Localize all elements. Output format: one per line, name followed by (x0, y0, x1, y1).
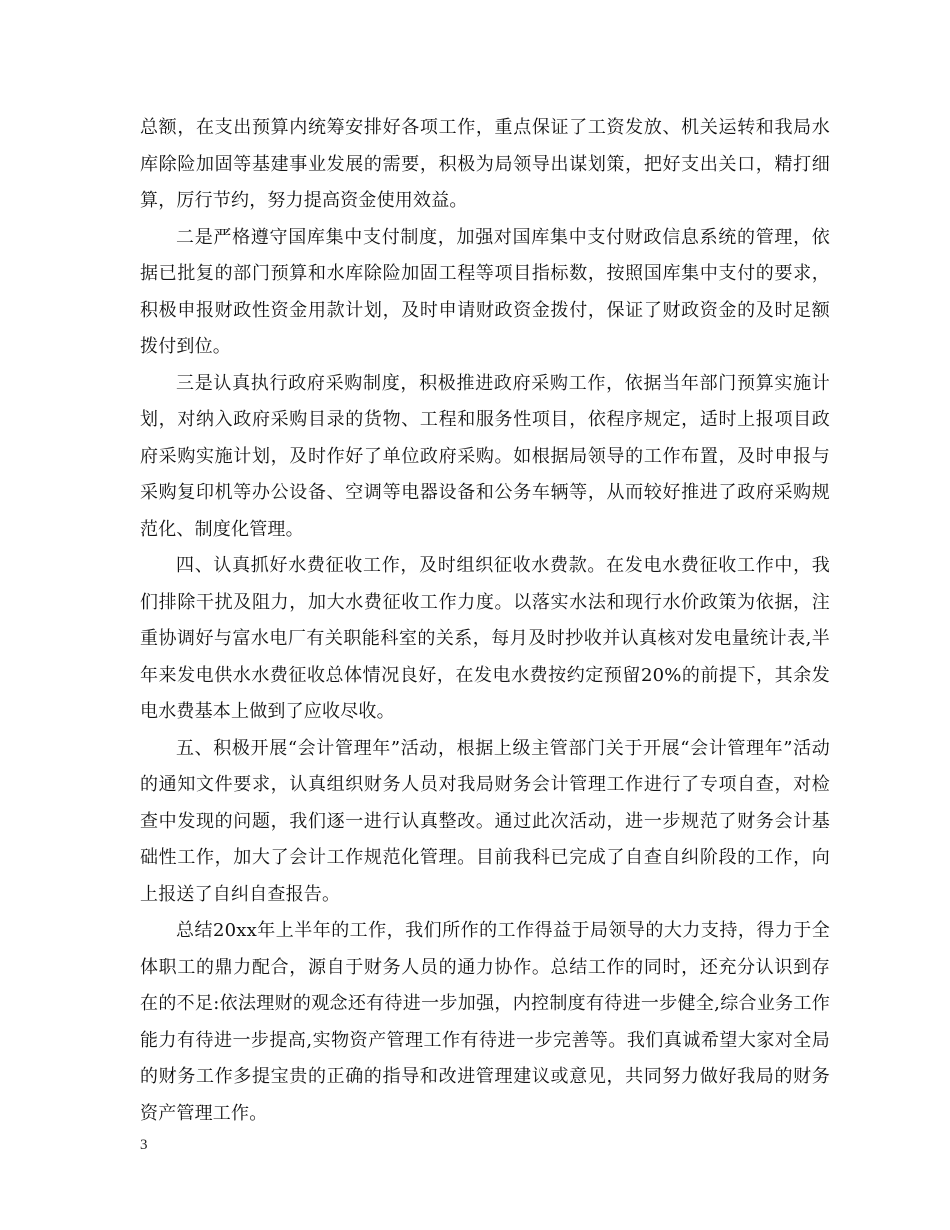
document-body (140, 110, 830, 1132)
paragraph-accounting-management-year: 五、积极开展“会计管理年”活动，根据上级主管部门关于开展“会计管理年”活动的通知文件要求，认真组织财务人员对我局财务会计管理工作进行了专项自查，对检查中发现的问题，我们逐一进行认真整改。通过此次活动，进一步规范了财务会计基础性工作，加大了会计工作规范化管理。目前我科已完成了自查自纠阶段的工作，向上报送了自纠自查报告。 (140, 737, 830, 905)
paragraph-summary: 总结20xx年上半年的工作，我们所作的工作得益于局领导的大力支持，得力于全体职工的鼎力配合，源自于财务人员的通力协作。总结工作的同时，还充分认识到存在的不足:依法理财的观念还有待进一步加强，内控制度有待进一步健全,综合业务工作能力有待进一步提高,实物资产管理工作有待进一步完善等。我们真诚希望大家对全局的财务工作多提宝贵的正确的指导和改进管理建议或意见，共同努力做好我局的财务资产管理工作。 (140, 920, 830, 1124)
paragraph-government-procurement: 三是认真执行政府采购制度，积极推进政府采购工作，依据当年部门预算实施计划，对纳入政府采购目录的货物、工程和服务性项目，依程序规定，适时上报项目政府采购实施计划，及时作好了单位政府采购。如根据局领导的工作布置，及时申报与采购复印机等办公设备、空调等电器设备和公务车辆等，从而较好推进了政府采购规范化、制度化管理。 (140, 372, 830, 540)
paragraph-treasury-payment: 二是严格遵守国库集中支付制度，加强对国库集中支付财政信息系统的管理，依据已批复的部门预算和水库除险加固工程等项目指标数，按照国库集中支付的要求，积极申报财政性资金用款计划，及时申请财政资金拨付，保证了财政资金的及时足额拨付到位。 (140, 226, 830, 357)
paragraph-budget-continuation: 总额，在支出预算内统筹安排好各项工作，重点保证了工资发放、机关运转和我局水库除险加固等基建事业发展的需要，积极为局领导出谋划策，把好支出关口，精打细算，厉行节约，努力提高资金使用效益。 (140, 117, 830, 211)
paragraph-water-fee-collection: 四、认真抓好水费征收工作，及时组织征收水费款。在发电水费征收工作中，我们排除干扰及阻力，加大水费征收工作力度。以落实水法和现行水价政策为依据，注重协调好与富水电厂有关职能科室的关系，每月及时抄收并认真核对发电量统计表,半年来发电供水水费征收总体情况良好，在发电水费按约定预留20%的前提下，其余发电水费基本上做到了应收尽收。 (140, 555, 830, 722)
page-number: 3 (140, 1137, 148, 1153)
